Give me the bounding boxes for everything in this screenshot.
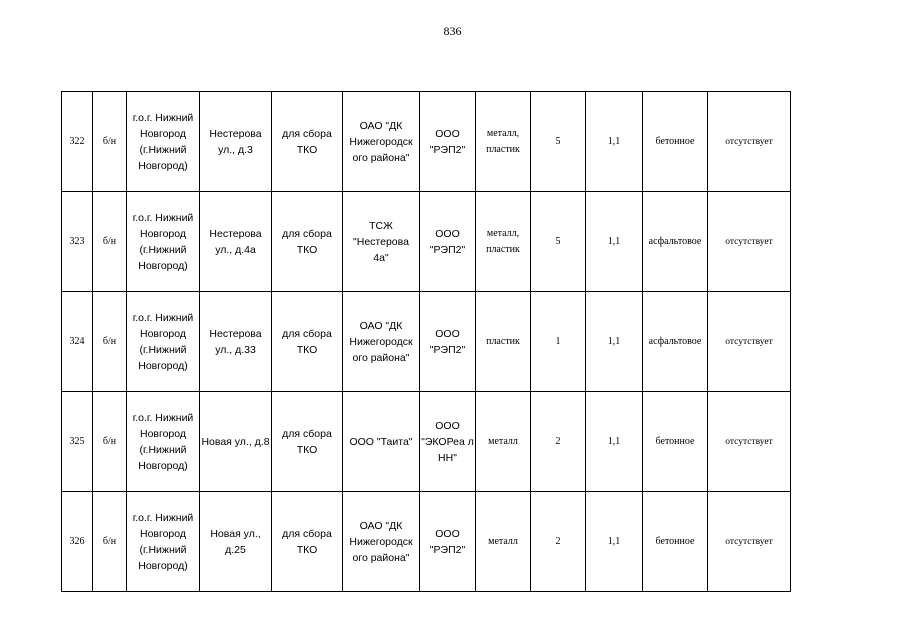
cell-material: металл, пластик [476, 192, 531, 292]
cell-surface: асфальтовое [643, 292, 708, 392]
cell-address: Новая ул., д.8 [200, 392, 272, 492]
cell-address: Нестерова ул., д.33 [200, 292, 272, 392]
cell-locality: г.о.г. Нижний Новгород (г.Нижний Новгород) [127, 92, 200, 192]
table-row [62, 492, 791, 592]
cell-address: Нестерова ул., д.3 [200, 92, 272, 192]
cell-address: Новая ул., д.25 [200, 492, 272, 592]
cell-locality: г.о.г. Нижний Новгород (г.Нижний Новгород) [127, 392, 200, 492]
cell-count: 5 [531, 192, 586, 292]
cell-purpose: для сбора ТКО [272, 492, 343, 592]
cell-owner: ООО "Таита" [343, 392, 420, 492]
cell-material: металл [476, 392, 531, 492]
cell-purpose: для сбора ТКО [272, 292, 343, 392]
cell-number: 326 [62, 492, 93, 592]
cell-material: пластик [476, 292, 531, 392]
cell-operator: ООО "РЭП2" [420, 92, 476, 192]
cell-number: 322 [62, 92, 93, 192]
cell-fence: отсутствует [708, 292, 791, 392]
table-row [62, 292, 791, 392]
cell-bn: б/н [93, 192, 127, 292]
cell-bn: б/н [93, 92, 127, 192]
cell-volume: 1,1 [586, 492, 643, 592]
cell-locality: г.о.г. Нижний Новгород (г.Нижний Новгород) [127, 192, 200, 292]
cell-number: 323 [62, 192, 93, 292]
cell-fence: отсутствует [708, 492, 791, 592]
cell-count: 2 [531, 392, 586, 492]
page-number: 836 [443, 24, 462, 38]
cell-number: 324 [62, 292, 93, 392]
cell-operator: ООО "РЭП2" [420, 492, 476, 592]
cell-surface: бетонное [643, 492, 708, 592]
cell-purpose: для сбора ТКО [272, 92, 343, 192]
cell-surface: бетонное [643, 92, 708, 192]
cell-bn: б/н [93, 292, 127, 392]
cell-count: 2 [531, 492, 586, 592]
cell-count: 5 [531, 92, 586, 192]
cell-owner: ОАО "ДК Нижегородск ого района" [343, 492, 420, 592]
cell-operator: ООО "РЭП2" [420, 192, 476, 292]
cell-number: 325 [62, 392, 93, 492]
cell-address: Нестерова ул., д.4а [200, 192, 272, 292]
cell-material: металл [476, 492, 531, 592]
cell-owner: ОАО "ДК Нижегородск ого района" [343, 292, 420, 392]
cell-material: металл, пластик [476, 92, 531, 192]
cell-bn: б/н [93, 392, 127, 492]
cell-surface: асфальтовое [643, 192, 708, 292]
cell-operator: ООО "ЭКОРеа л НН" [420, 392, 476, 492]
registry-table [61, 91, 791, 592]
table-row [62, 392, 791, 492]
cell-locality: г.о.г. Нижний Новгород (г.Нижний Новгород) [127, 292, 200, 392]
cell-fence: отсутствует [708, 392, 791, 492]
cell-bn: б/н [93, 492, 127, 592]
cell-count: 1 [531, 292, 586, 392]
cell-owner: ТСЖ "Нестерова 4а" [343, 192, 420, 292]
cell-volume: 1,1 [586, 192, 643, 292]
cell-locality: г.о.г. Нижний Новгород (г.Нижний Новгород) [127, 492, 200, 592]
cell-surface: бетонное [643, 392, 708, 492]
cell-volume: 1,1 [586, 392, 643, 492]
cell-volume: 1,1 [586, 92, 643, 192]
cell-purpose: для сбора ТКО [272, 192, 343, 292]
cell-operator: ООО "РЭП2" [420, 292, 476, 392]
cell-fence: отсутствует [708, 192, 791, 292]
table-row [62, 192, 791, 292]
table-row [62, 92, 791, 192]
cell-purpose: для сбора ТКО [272, 392, 343, 492]
cell-fence: отсутствует [708, 92, 791, 192]
cell-owner: ОАО "ДК Нижегородск ого района" [343, 92, 420, 192]
cell-volume: 1,1 [586, 292, 643, 392]
